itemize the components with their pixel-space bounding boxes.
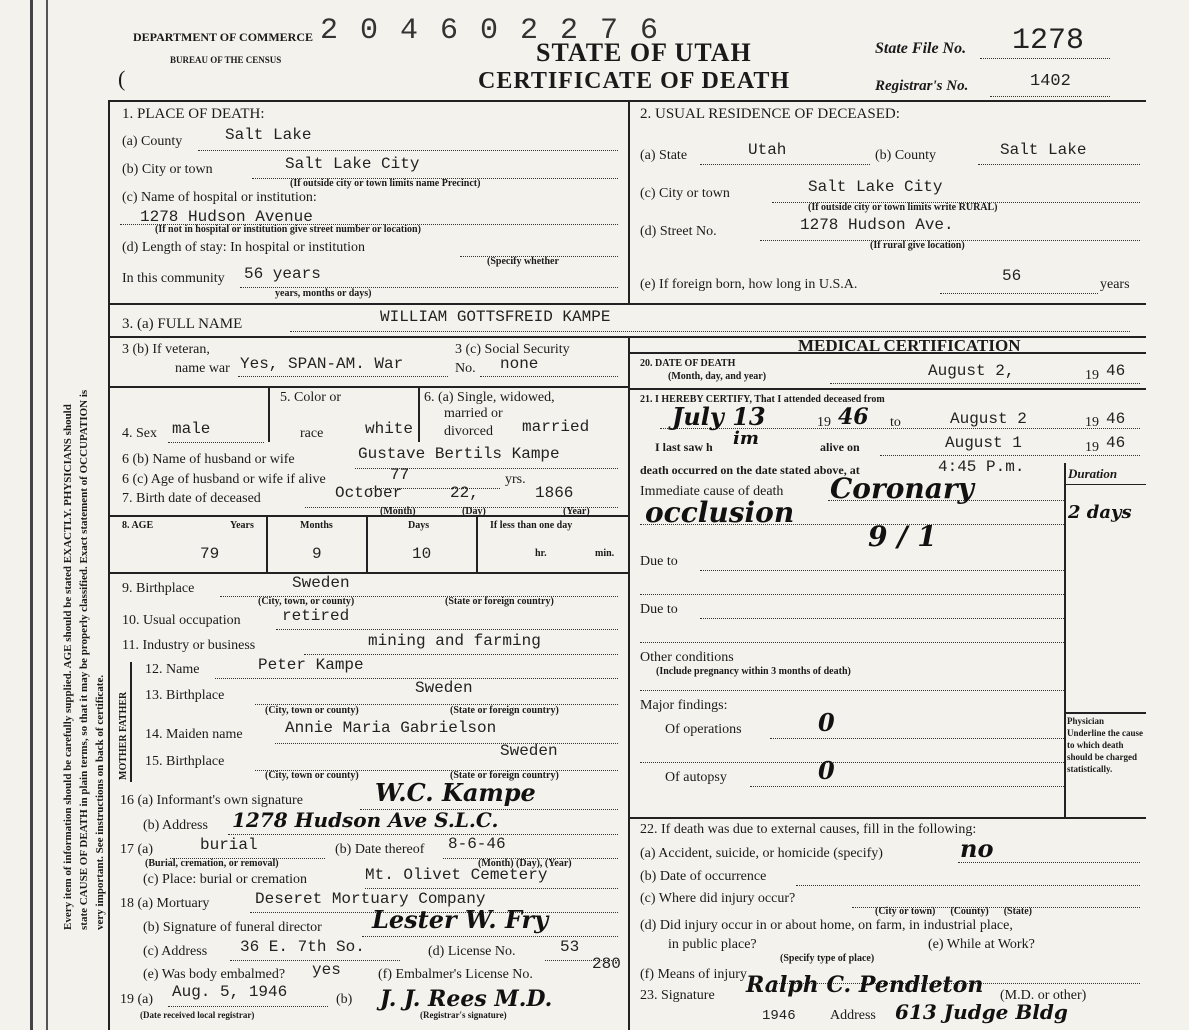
pod-stay-label: (d) Length of stay: In hospital or institution xyxy=(122,240,366,255)
veteran-label-2: name war xyxy=(175,361,230,376)
birth-month-note: (Month) xyxy=(380,506,416,517)
ss-label: 3 (c) Social Security xyxy=(455,342,570,357)
registrar-sig-note: (Registrar's signature) xyxy=(420,1010,507,1020)
birth-date-label: 7. Birth date of deceased xyxy=(122,491,261,506)
birthplace-note-1: (City, town, or county) xyxy=(258,596,355,607)
res-state-value: Utah xyxy=(748,141,787,159)
disposal-date-label: (b) Date thereof xyxy=(335,842,425,857)
where-note: (City or town) (County) (State) xyxy=(875,906,1033,917)
cemetery-value: Mt. Olivet Cemetery xyxy=(365,866,548,884)
marital-value: married xyxy=(522,418,590,436)
signature-year: 1946 xyxy=(762,1008,796,1024)
margin-instruction-1: Every item of information should be carefully supplied. AGE should be stated EXACTLY. PHYSICIANS should xyxy=(62,404,74,930)
registrar-number: 1402 xyxy=(1030,72,1071,91)
received-label: 19 (a) xyxy=(120,992,154,1007)
informant-label: 16 (a) Informant's own signature xyxy=(120,793,303,808)
death-date-value: August 2, xyxy=(928,362,1015,380)
director-signature: Lester W. Fry xyxy=(372,905,549,934)
to-label: to xyxy=(890,415,901,430)
mother-name-value: Annie Maria Gabrielson xyxy=(285,719,497,737)
spouse-age-unit: yrs. xyxy=(505,472,526,487)
to-year: 46 xyxy=(1106,410,1126,428)
work-label: (e) While at Work? xyxy=(928,937,1035,952)
res-street-label: (d) Street No. xyxy=(640,224,717,239)
last-saw-year-prefix: 19 xyxy=(1085,440,1099,455)
state-file-number: 1278 xyxy=(1012,24,1085,58)
means-label: (f) Means of injury xyxy=(640,967,747,982)
spouse-label: 6 (b) Name of husband or wife xyxy=(122,452,295,467)
physician-signature: Ralph C. Pendleton xyxy=(746,972,984,998)
residence-heading: 2. USUAL RESIDENCE OF DECEASED: xyxy=(640,106,900,122)
signature-label: 23. Signature xyxy=(640,988,715,1003)
disposal-value: burial xyxy=(200,836,258,854)
embalmer-label: (f) Embalmer's License No. xyxy=(378,967,533,982)
from-year-prefix: 19 xyxy=(817,415,831,430)
last-saw-pronoun: im xyxy=(733,428,759,449)
sex-value: male xyxy=(172,420,211,438)
birthplace-label: 9. Birthplace xyxy=(122,581,195,596)
home-note: (Specify type of place) xyxy=(780,953,875,964)
registrar-signature: J. J. Rees M.D. xyxy=(380,986,553,1012)
res-city-note: (If outside city or town limits write RURAL) xyxy=(808,202,998,213)
last-saw-year: 46 xyxy=(1106,434,1126,452)
due-to-value: 9 / 1 xyxy=(868,520,937,553)
pod-stay-note: (Specify whether xyxy=(487,256,559,267)
father-name-label: 12. Name xyxy=(145,662,200,677)
where-label: (c) Where did injury occur? xyxy=(640,891,796,906)
death-year: 46 xyxy=(1106,362,1126,380)
disposal-label: 17 (a) xyxy=(120,842,154,857)
director-label: (b) Signature of funeral director xyxy=(143,920,322,935)
autopsy-label: Of autopsy xyxy=(665,770,727,785)
signature-address: 613 Judge Bldg xyxy=(895,1000,1068,1024)
pod-county-label: (a) County xyxy=(122,134,183,149)
mother-bp-note-1: (City, town or county) xyxy=(265,770,359,781)
age-days-label: Days xyxy=(408,520,430,531)
pod-city-label: (b) City or town xyxy=(122,162,213,177)
pod-hospital-note: (If not in hospital or institution give street number or location) xyxy=(155,224,421,235)
pod-county-value: Salt Lake xyxy=(225,126,312,144)
death-date-label-2: (Month, day, and year) xyxy=(668,371,767,382)
attended-from-date: July 13 xyxy=(672,402,766,431)
mother-birthplace-value: Sweden xyxy=(500,742,558,760)
birth-year-note: (Year) xyxy=(563,506,590,517)
age-years-value: 79 xyxy=(200,545,220,563)
external-causes-label: 22. If death was due to external causes, fill in the following: xyxy=(640,822,977,837)
bureau-label: BUREAU OF THE CENSUS xyxy=(170,55,282,65)
margin-mark: ( xyxy=(118,66,126,91)
father-birthplace-label: 13. Birthplace xyxy=(145,688,225,703)
department-label: DEPARTMENT OF COMMERCE xyxy=(133,30,314,44)
immediate-cause-label: Immediate cause of death xyxy=(640,484,784,499)
birth-day: 22, xyxy=(450,484,479,502)
age-days-value: 10 xyxy=(412,545,432,563)
cemetery-label: (c) Place: burial or cremation xyxy=(143,872,308,887)
serial-number: 2 0 4 6 0 2 2 7 6 xyxy=(320,14,661,48)
from-year: 46 xyxy=(838,404,869,430)
license-value: 53 xyxy=(560,938,580,956)
age-label: 8. AGE xyxy=(122,520,154,531)
margin-rule xyxy=(46,0,48,1030)
birth-year: 1866 xyxy=(535,484,574,502)
age-hr-label: hr. xyxy=(535,548,547,559)
veteran-value: Yes, SPAN-AM. War xyxy=(240,355,404,373)
res-street-value: 1278 Hudson Ave. xyxy=(800,216,954,234)
disposal-date-note: (Month) (Day), (Year) xyxy=(478,858,572,869)
occurrence-label: (b) Date of occurrence xyxy=(640,869,767,884)
spouse-age-label: 6 (c) Age of husband or wife if alive xyxy=(122,472,326,487)
pod-city-value: Salt Lake City xyxy=(285,155,420,173)
embalmed-value: yes xyxy=(312,961,341,979)
age-lt-day-label: If less than one day xyxy=(490,520,573,531)
duration-label: Duration xyxy=(1068,466,1118,481)
medical-heading: MEDICAL CERTIFICATION xyxy=(798,336,1021,355)
age-months-label: Months xyxy=(300,520,333,531)
color-label-2: race xyxy=(300,426,324,441)
state-file-label: State File No. xyxy=(875,40,967,57)
pod-community-note: years, months or days) xyxy=(275,288,372,299)
birth-month: October xyxy=(335,484,403,502)
res-foreign-unit: years xyxy=(1100,277,1130,292)
ss-label-2: No. xyxy=(455,361,476,376)
full-name-value: WILLIAM GOTTSFREID KAMPE xyxy=(380,308,611,326)
informant-address: 1278 Hudson Ave S.L.C. xyxy=(232,808,499,832)
death-date-label: 20. DATE OF DEATH xyxy=(640,358,736,369)
age-min-label: min. xyxy=(595,548,615,559)
physician-note: Physician Underline the cause to which death should be charged statistically. xyxy=(1067,716,1143,774)
received-note: (Date received local registrar) xyxy=(140,1010,255,1020)
operations-label: Of operations xyxy=(665,722,742,737)
occurred-label: death occurred on the date stated above, at xyxy=(640,463,860,477)
registrar-label: Registrar's No. xyxy=(875,78,969,94)
immediate-cause-1: Coronary xyxy=(830,472,974,505)
parents-label: MOTHER FATHER xyxy=(118,691,129,780)
death-year-prefix: 19 xyxy=(1085,368,1099,383)
home-label-2: in public place? xyxy=(668,937,757,952)
father-birthplace-value: Sweden xyxy=(415,679,473,697)
ss-value: none xyxy=(500,355,539,373)
margin-instruction-3: very important. See instructions on back of certificate. xyxy=(94,674,106,930)
color-label: 5. Color or xyxy=(280,390,342,405)
mother-birthplace-label: 15. Birthplace xyxy=(145,754,225,769)
due-to-label: Due to xyxy=(640,554,678,569)
certificate-title: CERTIFICATE OF DEATH xyxy=(478,68,791,94)
marital-label-3: divorced xyxy=(444,424,493,439)
other-conditions-note: (Include pregnancy within 3 months of death) xyxy=(656,666,851,677)
last-saw-label: I last saw h xyxy=(655,440,713,454)
autopsy-value: 0 xyxy=(818,756,835,785)
home-label: (d) Did injury occur in or about home, on farm, in industrial place, xyxy=(640,918,1013,933)
registrar-sig-label: (b) xyxy=(336,992,353,1007)
pod-hospital-label: (c) Name of hospital or institution: xyxy=(122,190,317,205)
res-foreign-label: (e) If foreign born, how long in U.S.A. xyxy=(640,277,858,292)
certify-label: 21. I HEREBY CERTIFY, That I attended deceased from xyxy=(640,394,885,405)
mother-name-label: 14. Maiden name xyxy=(145,727,243,742)
birthplace-note-2: (State or foreign country) xyxy=(445,596,554,607)
birth-day-note: (Day) xyxy=(462,506,486,517)
pod-hospital-value: 1278 Hudson Avenue xyxy=(140,208,313,226)
major-findings-label: Major findings: xyxy=(640,698,728,713)
last-saw-date: August 1 xyxy=(945,434,1022,452)
mortuary-address-value: 36 E. 7th So. xyxy=(240,938,365,956)
md-label: (M.D. or other) xyxy=(1000,988,1087,1003)
res-city-label: (c) City or town xyxy=(640,186,730,201)
industry-label: 11. Industry or business xyxy=(122,638,256,653)
margin-rule xyxy=(30,0,33,1030)
informant-signature: W.C. Kampe xyxy=(375,778,536,807)
res-foreign-value: 56 xyxy=(1002,267,1022,285)
pod-community-value: 56 years xyxy=(244,265,321,283)
marital-label-2: married or xyxy=(444,406,503,421)
full-name-label: 3. (a) FULL NAME xyxy=(122,316,243,332)
spouse-value: Gustave Bertils Kampe xyxy=(358,445,560,463)
other-conditions-label: Other conditions xyxy=(640,650,734,665)
alive-label: alive on xyxy=(820,440,860,454)
mortuary-label: 18 (a) Mortuary xyxy=(120,896,210,911)
disposal-date-value: 8-6-46 xyxy=(448,835,506,853)
embalmed-label: (e) Was body embalmed? xyxy=(143,967,286,982)
mortuary-address-label: (c) Address xyxy=(143,944,208,959)
death-time: 4:45 P.m. xyxy=(938,458,1025,476)
res-county-label: (b) County xyxy=(875,148,937,163)
res-street-note: (If rural give location) xyxy=(870,240,965,251)
res-county-value: Salt Lake xyxy=(1000,141,1087,159)
age-years-label: Years xyxy=(230,520,254,531)
license-label: (d) License No. xyxy=(428,944,516,959)
margin-instruction-2: state CAUSE OF DEATH in plain terms, so that it may be properly classified. Exact statement of OCCUPATION is xyxy=(78,389,90,930)
duration-value: 2 days xyxy=(1068,502,1132,523)
disposal-note: (Burial, cremation, or removal) xyxy=(145,858,279,869)
immediate-cause-2: occlusion xyxy=(645,496,795,529)
to-year-prefix: 19 xyxy=(1085,415,1099,430)
place-of-death-heading: 1. PLACE OF DEATH: xyxy=(122,106,265,122)
res-state-label: (a) State xyxy=(640,148,688,163)
received-value: Aug. 5, 1946 xyxy=(172,983,288,1001)
embalmer-value: 280 xyxy=(592,955,621,973)
pod-city-note: (If outside city or town limits name Precinct) xyxy=(290,178,481,189)
attended-to-date: August 2 xyxy=(950,410,1027,428)
accident-label: (a) Accident, suicide, or homicide (specify) xyxy=(640,846,883,861)
informant-address-label: (b) Address xyxy=(143,818,208,833)
occupation-label: 10. Usual occupation xyxy=(122,613,241,628)
father-bp-note-1: (City, town or county) xyxy=(265,705,359,716)
due-to-label-2: Due to xyxy=(640,602,678,617)
res-city-value: Salt Lake City xyxy=(808,178,943,196)
father-name-value: Peter Kampe xyxy=(258,656,364,674)
father-bp-note-2: (State or foreign country) xyxy=(450,705,559,716)
mother-bp-note-2: (State or foreign country) xyxy=(450,770,559,781)
accident-value: no xyxy=(960,834,994,863)
age-months-value: 9 xyxy=(312,545,322,563)
industry-value: mining and farming xyxy=(368,632,541,650)
sex-label: 4. Sex xyxy=(122,426,157,441)
signature-address-label: Address xyxy=(830,1008,876,1023)
mortuary-value: Deseret Mortuary Company xyxy=(255,890,486,908)
operations-value: 0 xyxy=(818,708,835,737)
occupation-value: retired xyxy=(282,607,350,625)
birthplace-value: Sweden xyxy=(292,574,350,592)
veteran-label: 3 (b) If veteran, xyxy=(122,342,210,357)
color-value: white xyxy=(365,420,414,438)
marital-label: 6. (a) Single, widowed, xyxy=(424,390,555,405)
state-heading: STATE OF UTAH xyxy=(536,38,752,67)
spouse-age-value: 77 xyxy=(390,466,410,484)
pod-community-label: In this community xyxy=(122,271,225,286)
